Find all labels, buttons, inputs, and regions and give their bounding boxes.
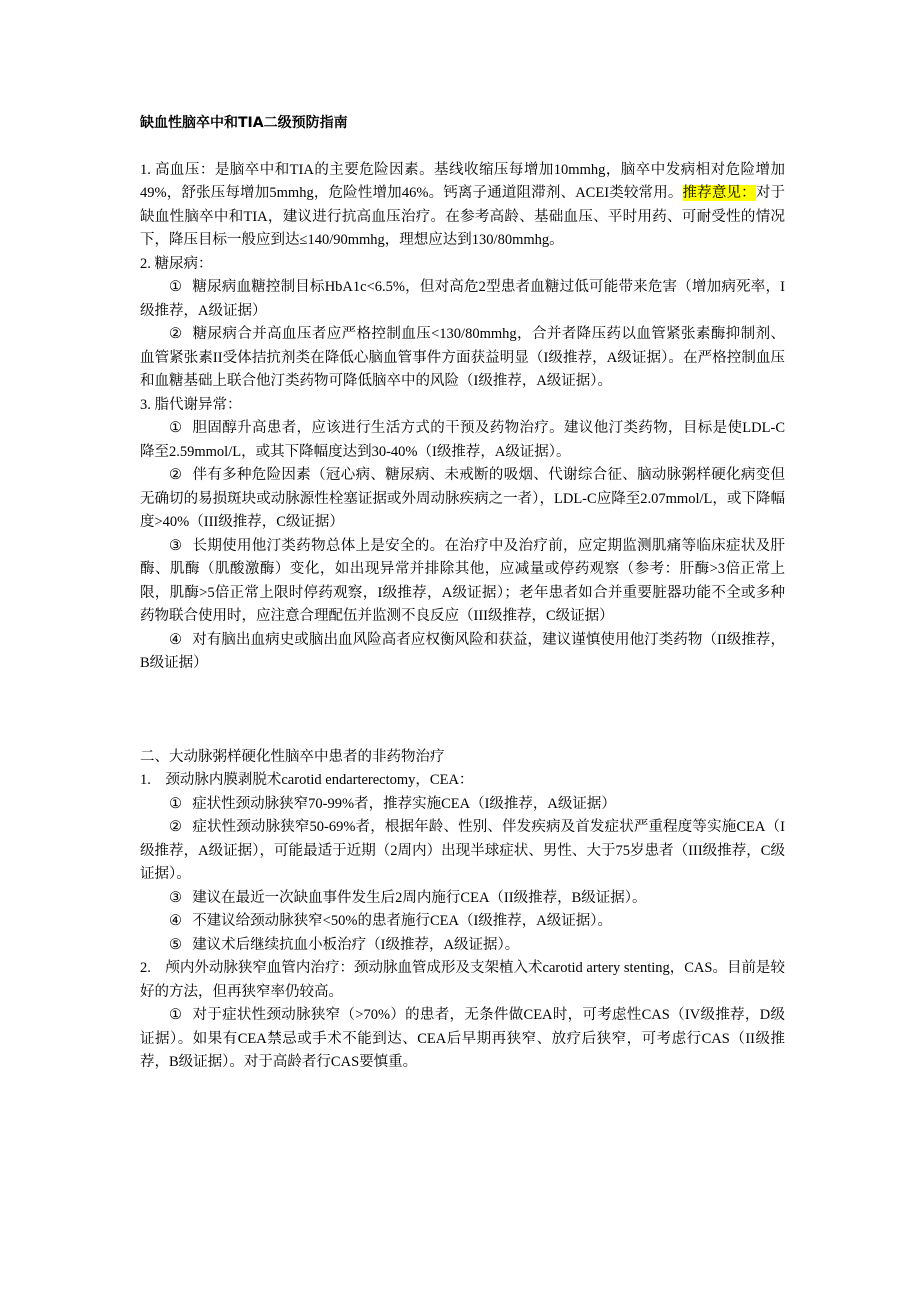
cas-item-1 — [140, 1004, 785, 1075]
lipid-item-4 — [140, 629, 785, 676]
item-number: ② — [169, 467, 182, 483]
item-number: ① — [169, 279, 182, 295]
item-text: 对于症状性颈动脉狭窄（>70%）的患者，无条件做CEA时，可考虑性CAS（IV级推荐，D级证据）。如果有CEA禁忌或手术不能到达、CEA后早期再狭窄、放疗后狭窄，可考虑行CAS（II级推荐，B级证据）。对于高龄者行CAS要慎重。 — [140, 1007, 785, 1070]
cea-item-1 — [140, 793, 785, 817]
item-text: 对有脑出血病史或脑出血风险高者应权衡风险和获益，建议谨慎使用他汀类药物（II级推荐，B级证据） — [140, 631, 785, 671]
recommendation-text: 对于缺血性脑卒中和TIA，建议进行抗高血压治疗。在参考高龄、基础血压、平时用药、可耐受性的情况下，降压目标一般应到达≤140/90mmhg，理想应达到130/80mmhg。 — [140, 185, 786, 248]
item-number: ① — [169, 420, 182, 436]
cea-item-3 — [140, 887, 785, 911]
item-text: 伴有多种危险因素（冠心病、糖尿病、未戒断的吸烟、代谢综合征、脑动脉粥样硬化病变但无确切的易损斑块或动脉源性栓塞证据或外周动脉疾病之一者），LDL-C应降至2.07mmol/L，或下降幅度>40%（III级推荐，C级证据） — [140, 467, 785, 530]
item-text: 胆固醇升高患者，应该进行生活方式的干预及药物治疗。建议他汀类药物，目标是使LDL-C降至2.59mmol/L，或其下降幅度达到30-40%（I级推荐，A级证据）。 — [140, 420, 785, 460]
item-number: ④ — [169, 913, 182, 929]
cea-item-2 — [140, 816, 785, 887]
cas-heading: 2. 颅内外动脉狭窄血管内治疗：颈动脉血管成形及支架植入术carotid artery stenting，CAS。目前是较好的方法，但再狭窄率仍较高。 — [140, 960, 785, 1000]
lipid-item-3 — [140, 535, 785, 629]
cea-heading: 1. 颈动脉内膜剥脱术carotid endarterectomy，CEA： — [140, 772, 474, 788]
lipid-item-1 — [140, 417, 785, 464]
item-number: ③ — [169, 889, 182, 906]
section-spacer — [140, 676, 785, 746]
lipid-heading: 3. 脂代谢异常： — [140, 396, 242, 413]
item-text: 建议术后继续抗血小板治疗（I级推荐，A级证据）。 — [192, 936, 520, 953]
document-title: 缺血性脑卒中和TIA二级预防指南 — [140, 115, 348, 131]
diabetes-item-1 — [140, 276, 785, 323]
item-number: ④ — [169, 631, 182, 648]
diabetes-heading: 2. 糖尿病： — [140, 255, 213, 272]
item-number: ② — [169, 326, 182, 342]
hypertension-paragraph — [140, 159, 785, 253]
lipid-item-2 — [140, 464, 785, 535]
cea-item-4 — [140, 910, 785, 934]
hypertension-text: 1. 高血压：是脑卒中和TIA的主要危险因素。基线收缩压每增加10mmhg，脑卒中发病相对危险增加49%，舒张压每增加5mmhg，危险性增加46%。钙离子通道阻滞剂、ACEI类较常用。 — [140, 161, 785, 201]
item-number: ⑤ — [169, 936, 182, 953]
item-text: 糖尿病合并高血压者应严格控制血压<130/80mmhg，合并者降压药以血管紧张素酶抑制剂、血管紧张素II受体拮抗剂类在降低心脑血管事件方面获益明显（I级推荐，A级证据）。在严格控制血压和血糖基础上联合他汀类药物可降低脑卒中的风险（I级推荐，A级证据）。 — [140, 326, 785, 389]
item-text: 症状性颈动脉狭窄70-99%者，推荐实施CEA（I级推荐，A级证据） — [192, 795, 616, 812]
cea-item-5 — [140, 934, 785, 958]
diabetes-item-2 — [140, 323, 785, 394]
section-2-heading: 二、大动脉粥样硬化性脑卒中患者的非药物治疗 — [140, 748, 445, 765]
item-text: 不建议给颈动脉狭窄<50%的患者施行CEA（I级推荐，A级证据）。 — [192, 913, 612, 929]
item-text: 症状性颈动脉狭窄50-69%者，根据年龄、性别、伴发疾病及首发症状严重程度等实施CEA（I级推荐，A级证据），可能最适于近期（2周内）出现半球症状、男性、大于75岁患者（III级推荐，C级证据）。 — [140, 819, 785, 882]
document-page — [140, 112, 785, 1075]
item-number: ① — [169, 1007, 182, 1023]
item-text: 建议在最近一次缺血事件发生后2周内施行CEA（II级推荐，B级证据）。 — [192, 889, 647, 906]
item-text: 糖尿病血糖控制目标HbA1c<6.5%，但对高危2型患者血糖过低可能带来危害（增加病死率，I级推荐，A级证据） — [140, 279, 785, 319]
item-number: ② — [169, 819, 182, 835]
item-text: 长期使用他汀类药物总体上是安全的。在治疗中及治疗前，应定期监测肌痛等临床症状及肝酶、肌酶（肌酸激酶）变化，如出现异常并排除其他，应减量或停药观察（参考：肝酶>3倍正常上限，肌酶>5倍正常上限时停药观察，I级推荐，A级证据）；老年患者如合并重要脏器功能不全或多种药物联合使用时，应注意合理配伍并监测不良反应（III级推荐，C级证据） — [140, 537, 785, 624]
item-number: ① — [169, 795, 182, 812]
recommendation-highlight: 推荐意见： — [682, 185, 756, 201]
item-number: ③ — [169, 537, 182, 554]
